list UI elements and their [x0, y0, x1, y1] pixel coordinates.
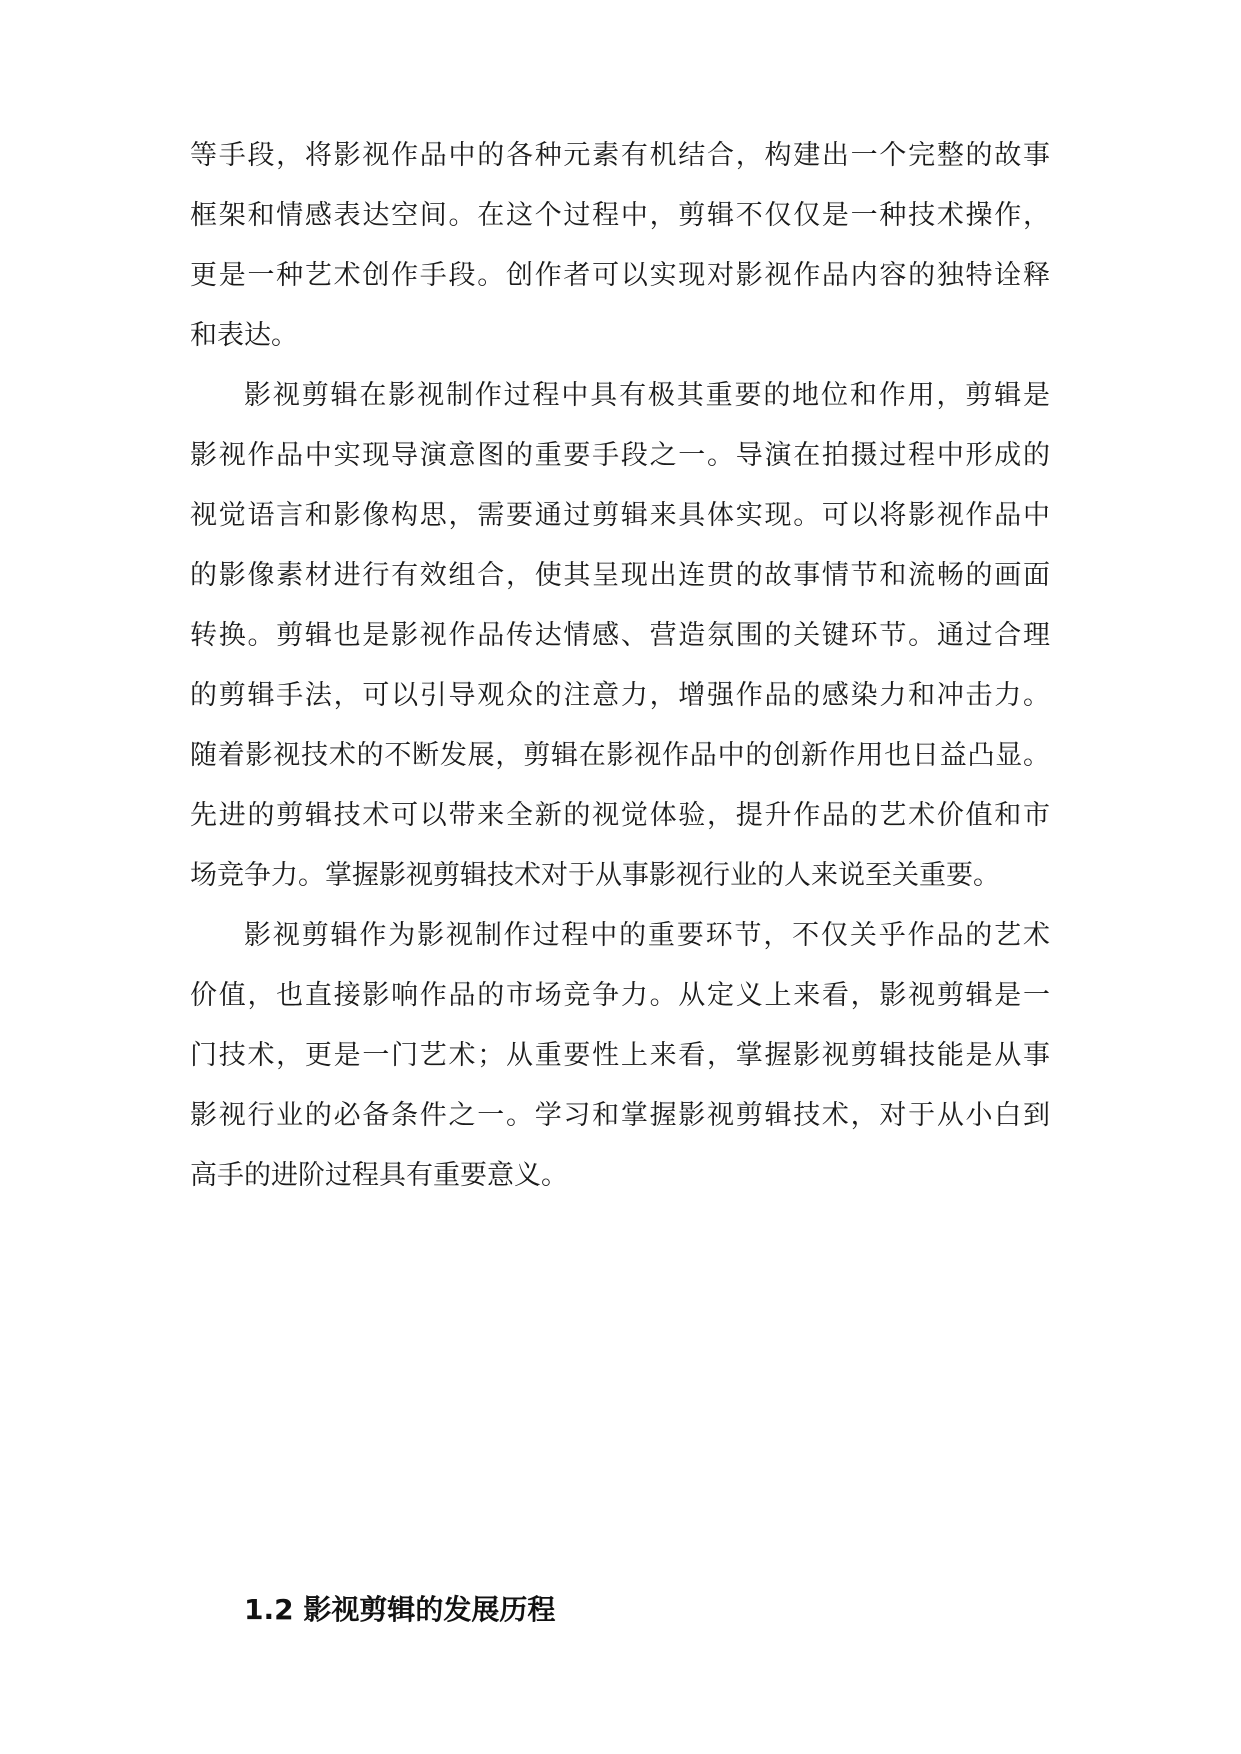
paragraph-line: 场竞争力。掌握影视剪辑技术对于从事影视行业的人来说至关重要。 — [190, 860, 1000, 891]
paragraph-line: 更是一种艺术创作手段。创作者可以实现对影视作品内容的独特诠释 — [190, 260, 1050, 291]
paragraph-line: 价值，也直接影响作品的市场竞争力。从定义上来看，影视剪辑是一 — [190, 980, 1050, 1011]
paragraph-line: 视觉语言和影像构思，需要通过剪辑来具体实现。可以将影视作品中 — [190, 500, 1050, 531]
paragraph-line: 影视剪辑作为影视制作过程中的重要环节，不仅关乎作品的艺术 — [244, 920, 1050, 951]
paragraph-line: 转换。剪辑也是影视作品传达情感、营造氛围的关键环节。通过合理 — [190, 620, 1050, 651]
paragraph-line: 的影像素材进行有效组合，使其呈现出连贯的故事情节和流畅的画面 — [190, 560, 1050, 591]
paragraph-line: 门技术，更是一门艺术；从重要性上来看，掌握影视剪辑技能是从事 — [190, 1040, 1050, 1071]
paragraph-line: 影视作品中实现导演意图的重要手段之一。导演在拍摄过程中形成的 — [190, 440, 1050, 471]
paragraph-line: 等手段，将影视作品中的各种元素有机结合，构建出一个完整的故事 — [190, 140, 1050, 171]
paragraph-line: 的剪辑手法，可以引导观众的注意力，增强作品的感染力和冲击力。 — [190, 680, 1050, 711]
paragraph-line: 高手的进阶过程具有重要意义。 — [190, 1160, 568, 1191]
paragraph-line: 影视剪辑在影视制作过程中具有极其重要的地位和作用，剪辑是 — [244, 380, 1050, 411]
section-heading: 1.2 影视剪辑的发展历程 — [244, 1593, 556, 1626]
paragraph-line: 先进的剪辑技术可以带来全新的视觉体验，提升作品的艺术价值和市 — [190, 800, 1050, 831]
paragraph-line: 随着影视技术的不断发展，剪辑在影视作品中的创新作用也日益凸显。 — [190, 740, 1050, 771]
paragraph-line: 和表达。 — [190, 320, 298, 351]
paragraph-line: 框架和情感表达空间。在这个过程中，剪辑不仅仅是一种技术操作， — [190, 200, 1050, 231]
paragraph-line: 影视行业的必备条件之一。学习和掌握影视剪辑技术，对于从小白到 — [190, 1100, 1050, 1131]
